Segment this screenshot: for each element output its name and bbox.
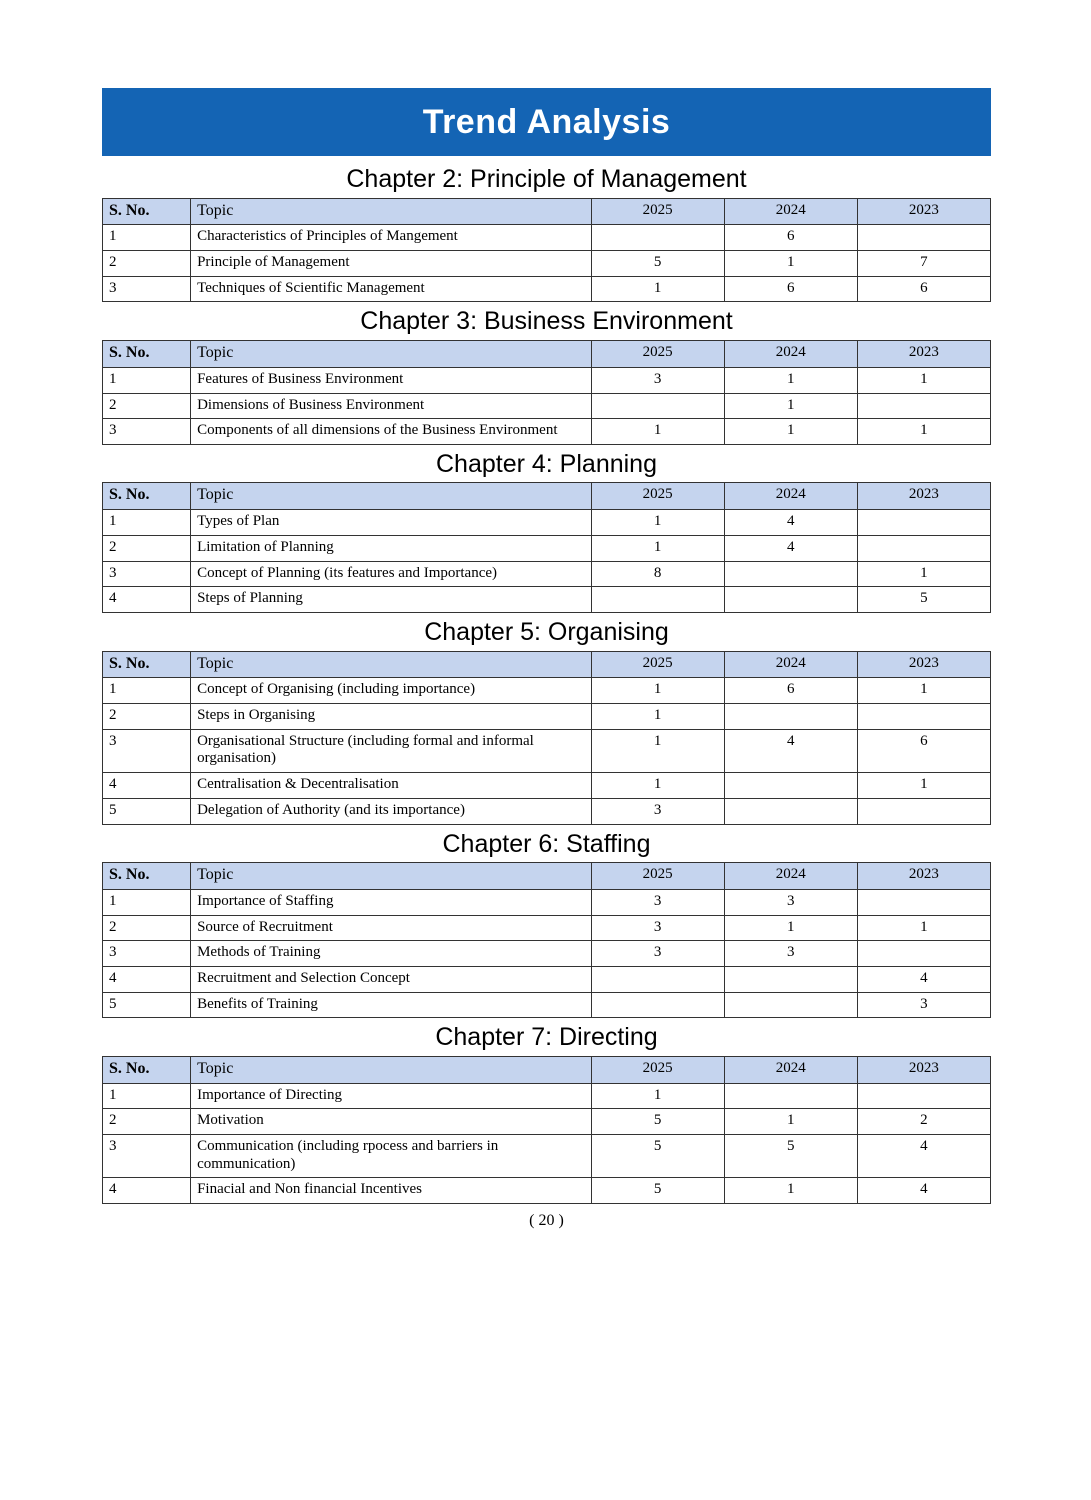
cell-2023: 4 xyxy=(857,1178,990,1204)
cell-2024: 1 xyxy=(724,367,857,393)
cell-sno: 3 xyxy=(103,419,191,445)
table-row xyxy=(103,367,991,393)
table-header-row xyxy=(103,863,991,890)
table-row xyxy=(103,992,991,1018)
column-header-topic: Topic xyxy=(191,340,591,367)
cell-2024: 1 xyxy=(724,419,857,445)
cell-topic: Motivation xyxy=(191,1109,591,1135)
column-header-sno: S. No. xyxy=(103,1056,191,1083)
table-row xyxy=(103,729,991,772)
cell-2025 xyxy=(591,992,724,1018)
cell-topic: Centralisation & Decentralisation xyxy=(191,773,591,799)
chapter-heading: Chapter 7: Directing xyxy=(435,1023,658,1052)
cell-2025 xyxy=(591,587,724,613)
cell-2024: 1 xyxy=(724,251,857,277)
cell-sno: 1 xyxy=(103,678,191,704)
cell-2024 xyxy=(724,992,857,1018)
cell-2025: 5 xyxy=(591,1109,724,1135)
table-row xyxy=(103,889,991,915)
cell-sno: 5 xyxy=(103,992,191,1018)
cell-sno: 2 xyxy=(103,393,191,419)
cell-topic: Importance of Directing xyxy=(191,1083,591,1109)
cell-topic: Delegation of Authority (and its importance) xyxy=(191,798,591,824)
column-header-2024: 2024 xyxy=(724,1056,857,1083)
table-row xyxy=(103,941,991,967)
cell-2025: 3 xyxy=(591,798,724,824)
cell-sno: 5 xyxy=(103,798,191,824)
page-banner xyxy=(102,88,991,156)
column-header-sno: S. No. xyxy=(103,863,191,890)
cell-2024: 6 xyxy=(724,276,857,302)
cell-2023 xyxy=(857,704,990,730)
chapter-heading: Chapter 2: Principle of Management xyxy=(346,165,747,193)
column-header-2025: 2025 xyxy=(591,863,724,890)
trend-table-chapter-4 xyxy=(102,482,991,613)
column-header-sno: S. No. xyxy=(103,483,191,510)
cell-2025: 1 xyxy=(591,1083,724,1109)
cell-topic: Concept of Planning (its features and Importance) xyxy=(191,561,591,587)
column-header-topic: Topic xyxy=(191,651,591,678)
cell-sno: 4 xyxy=(103,1178,191,1204)
cell-2025: 1 xyxy=(591,535,724,561)
trend-table-chapter-7 xyxy=(102,1056,991,1204)
cell-2023: 4 xyxy=(857,1135,990,1178)
column-header-sno: S. No. xyxy=(103,340,191,367)
cell-topic: Organisational Structure (including formal and informal organisation) xyxy=(191,729,591,772)
table-row xyxy=(103,966,991,992)
cell-2025: 1 xyxy=(591,729,724,772)
cell-2025: 5 xyxy=(591,1178,724,1204)
table-row xyxy=(103,915,991,941)
cell-sno: 1 xyxy=(103,225,191,251)
cell-topic: Components of all dimensions of the Business Environment xyxy=(191,419,591,445)
cell-2023 xyxy=(857,393,990,419)
trend-table-chapter-2 xyxy=(102,198,991,303)
cell-2024: 3 xyxy=(724,941,857,967)
table-row xyxy=(103,1135,991,1178)
cell-2024 xyxy=(724,1083,857,1109)
cell-sno: 3 xyxy=(103,561,191,587)
cell-sno: 1 xyxy=(103,1083,191,1109)
cell-topic: Methods of Training xyxy=(191,941,591,967)
cell-2023 xyxy=(857,889,990,915)
column-header-2023: 2023 xyxy=(857,483,990,510)
cell-topic: Concept of Organising (including importance) xyxy=(191,678,591,704)
cell-sno: 2 xyxy=(103,704,191,730)
table-row xyxy=(103,510,991,536)
cell-2025: 3 xyxy=(591,367,724,393)
cell-sno: 4 xyxy=(103,773,191,799)
column-header-topic: Topic xyxy=(191,863,591,890)
cell-topic: Characteristics of Principles of Mangement xyxy=(191,225,591,251)
cell-2025 xyxy=(591,393,724,419)
page-number: ( 20 ) xyxy=(529,1212,564,1230)
column-header-2023: 2023 xyxy=(857,340,990,367)
cell-2023: 6 xyxy=(857,729,990,772)
column-header-2024: 2024 xyxy=(724,863,857,890)
table-row xyxy=(103,798,991,824)
table-row xyxy=(103,773,991,799)
cell-sno: 3 xyxy=(103,276,191,302)
cell-2024: 4 xyxy=(724,729,857,772)
cell-2023: 1 xyxy=(857,773,990,799)
chapter-heading: Chapter 6: Staffing xyxy=(442,829,651,858)
cell-2024 xyxy=(724,966,857,992)
cell-2025: 1 xyxy=(591,510,724,536)
chapter-heading: Chapter 5: Organising xyxy=(424,618,669,646)
column-header-2024: 2024 xyxy=(724,651,857,678)
cell-sno: 1 xyxy=(103,510,191,536)
cell-sno: 4 xyxy=(103,587,191,613)
table-row xyxy=(103,678,991,704)
table-row xyxy=(103,1109,991,1135)
table-row xyxy=(103,1083,991,1109)
cell-2023: 1 xyxy=(857,678,990,704)
cell-topic: Types of Plan xyxy=(191,510,591,536)
cell-topic: Dimensions of Business Environment xyxy=(191,393,591,419)
cell-sno: 2 xyxy=(103,535,191,561)
page-title: Trend Analysis xyxy=(422,102,671,141)
trend-table-chapter-6 xyxy=(102,862,991,1018)
cell-2023 xyxy=(857,535,990,561)
table-header-row xyxy=(103,1056,991,1083)
cell-topic: Techniques of Scientific Management xyxy=(191,276,591,302)
cell-sno: 3 xyxy=(103,1135,191,1178)
cell-2024: 6 xyxy=(724,678,857,704)
table-row xyxy=(103,535,991,561)
cell-2024: 4 xyxy=(724,535,857,561)
table-row xyxy=(103,393,991,419)
cell-2023 xyxy=(857,798,990,824)
column-header-topic: Topic xyxy=(191,483,591,510)
cell-2024 xyxy=(724,773,857,799)
column-header-2023: 2023 xyxy=(857,198,990,225)
cell-topic: Source of Recruitment xyxy=(191,915,591,941)
cell-topic: Features of Business Environment xyxy=(191,367,591,393)
cell-2023 xyxy=(857,941,990,967)
cell-2024: 4 xyxy=(724,510,857,536)
cell-2024: 6 xyxy=(724,225,857,251)
cell-2025: 1 xyxy=(591,678,724,704)
column-header-sno: S. No. xyxy=(103,651,191,678)
cell-topic: Recruitment and Selection Concept xyxy=(191,966,591,992)
cell-2025: 1 xyxy=(591,704,724,730)
cell-sno: 2 xyxy=(103,1109,191,1135)
cell-2023: 1 xyxy=(857,561,990,587)
cell-2025: 1 xyxy=(591,419,724,445)
cell-2025 xyxy=(591,225,724,251)
cell-sno: 3 xyxy=(103,729,191,772)
column-header-2025: 2025 xyxy=(591,651,724,678)
column-header-2023: 2023 xyxy=(857,863,990,890)
column-header-2024: 2024 xyxy=(724,198,857,225)
cell-2024: 1 xyxy=(724,915,857,941)
column-header-2023: 2023 xyxy=(857,651,990,678)
table-row xyxy=(103,561,991,587)
table-row xyxy=(103,704,991,730)
cell-2024: 3 xyxy=(724,889,857,915)
cell-sno: 1 xyxy=(103,889,191,915)
cell-2025: 1 xyxy=(591,773,724,799)
cell-topic: Communication (including rpocess and barriers in communication) xyxy=(191,1135,591,1178)
cell-2023: 2 xyxy=(857,1109,990,1135)
cell-topic: Benefits of Training xyxy=(191,992,591,1018)
cell-2023: 1 xyxy=(857,367,990,393)
cell-2024: 5 xyxy=(724,1135,857,1178)
cell-topic: Steps of Planning xyxy=(191,587,591,613)
cell-2025: 8 xyxy=(591,561,724,587)
cell-2024 xyxy=(724,798,857,824)
cell-2024 xyxy=(724,587,857,613)
table-header-row xyxy=(103,483,991,510)
cell-sno: 3 xyxy=(103,941,191,967)
column-header-2025: 2025 xyxy=(591,1056,724,1083)
cell-2023: 3 xyxy=(857,992,990,1018)
cell-2024: 1 xyxy=(724,393,857,419)
cell-topic: Importance of Staffing xyxy=(191,889,591,915)
table-row xyxy=(103,276,991,302)
cell-sno: 4 xyxy=(103,966,191,992)
column-header-2024: 2024 xyxy=(724,483,857,510)
table-header-row xyxy=(103,651,991,678)
cell-sno: 1 xyxy=(103,367,191,393)
column-header-2025: 2025 xyxy=(591,198,724,225)
cell-2024 xyxy=(724,561,857,587)
column-header-2023: 2023 xyxy=(857,1056,990,1083)
column-header-sno: S. No. xyxy=(103,198,191,225)
table-row xyxy=(103,251,991,277)
cell-2023: 5 xyxy=(857,587,990,613)
cell-2023: 1 xyxy=(857,419,990,445)
cell-2025: 3 xyxy=(591,889,724,915)
cell-sno: 2 xyxy=(103,915,191,941)
chapter-heading: Chapter 4: Planning xyxy=(436,449,657,478)
cell-2025 xyxy=(591,966,724,992)
cell-2025: 5 xyxy=(591,251,724,277)
cell-sno: 2 xyxy=(103,251,191,277)
table-row xyxy=(103,419,991,445)
cell-2024 xyxy=(724,704,857,730)
column-header-2025: 2025 xyxy=(591,483,724,510)
column-header-topic: Topic xyxy=(191,1056,591,1083)
cell-2023: 4 xyxy=(857,966,990,992)
cell-2025: 5 xyxy=(591,1135,724,1178)
cell-topic: Principle of Management xyxy=(191,251,591,277)
chapter-heading: Chapter 3: Business Environment xyxy=(360,307,733,336)
cell-2023: 6 xyxy=(857,276,990,302)
cell-topic: Steps in Organising xyxy=(191,704,591,730)
column-header-2025: 2025 xyxy=(591,340,724,367)
table-row xyxy=(103,225,991,251)
cell-topic: Finacial and Non financial Incentives xyxy=(191,1178,591,1204)
table-row xyxy=(103,1178,991,1204)
cell-topic: Limitation of Planning xyxy=(191,535,591,561)
trend-table-chapter-5 xyxy=(102,651,991,825)
column-header-2024: 2024 xyxy=(724,340,857,367)
table-header-row xyxy=(103,340,991,367)
cell-2025: 1 xyxy=(591,276,724,302)
trend-table-chapter-3 xyxy=(102,340,991,445)
cell-2023 xyxy=(857,1083,990,1109)
cell-2023: 1 xyxy=(857,915,990,941)
cell-2025: 3 xyxy=(591,915,724,941)
table-header-row xyxy=(103,198,991,225)
cell-2025: 3 xyxy=(591,941,724,967)
cell-2024: 1 xyxy=(724,1109,857,1135)
cell-2023 xyxy=(857,225,990,251)
cell-2023 xyxy=(857,510,990,536)
cell-2024: 1 xyxy=(724,1178,857,1204)
table-row xyxy=(103,587,991,613)
column-header-topic: Topic xyxy=(191,198,591,225)
cell-2023: 7 xyxy=(857,251,990,277)
